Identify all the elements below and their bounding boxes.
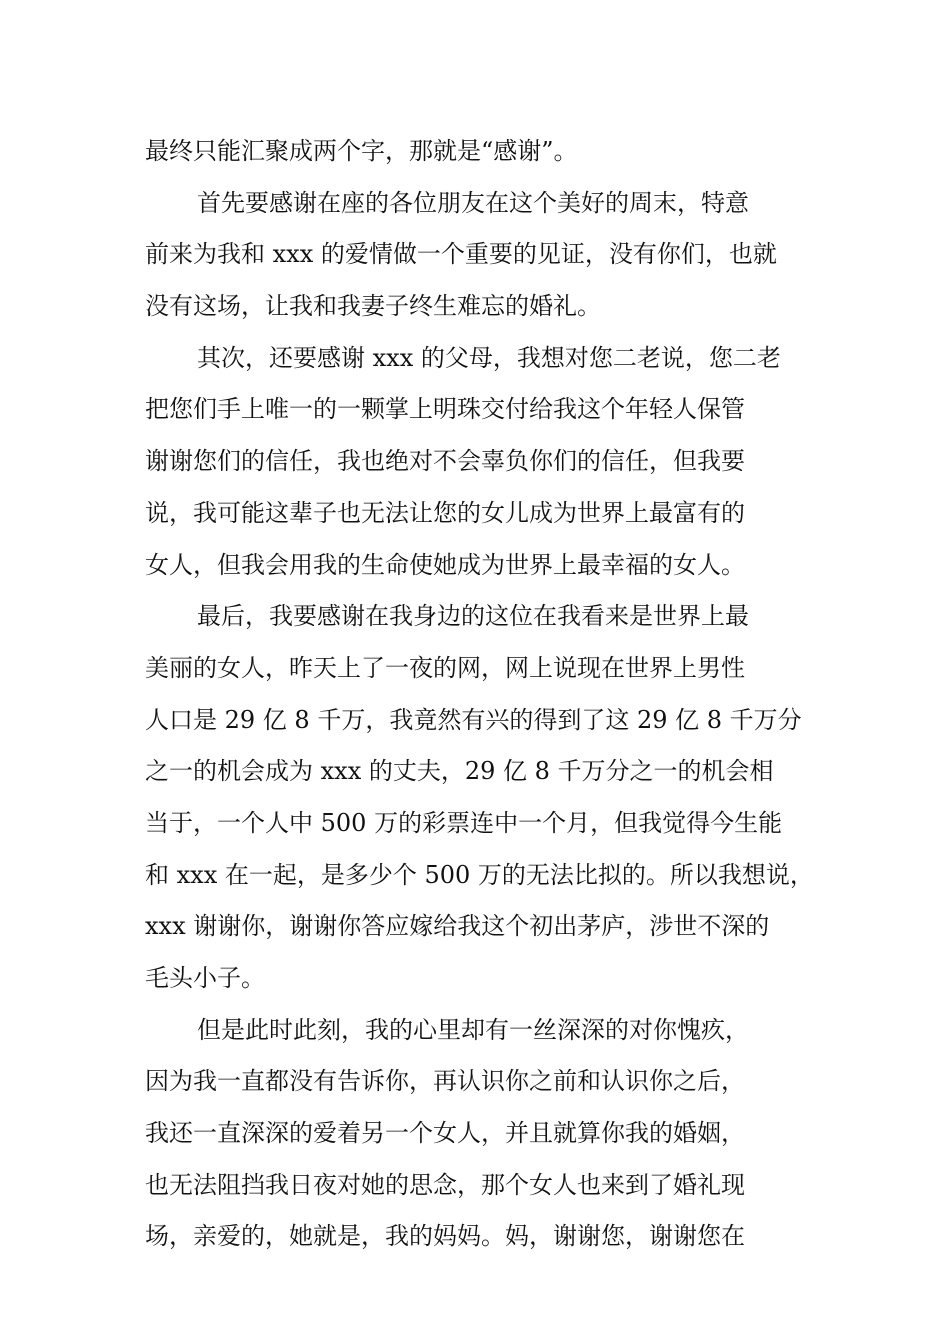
text-line: 我还一直深深的爱着另一个女人，并且就算你我的婚姻， xyxy=(145,1119,745,1148)
text-line: 谢谢您们的信任，我也绝对不会辜负你们的信任，但我要 xyxy=(145,447,745,476)
text-line: 人口是 29 亿 8 千万，我竟然有兴的得到了这 29 亿 8 千万分 xyxy=(145,705,802,734)
text-line: 当于，一个人中 500 万的彩票连中一个月，但我觉得今生能 xyxy=(145,808,783,837)
text-line: 首先要感谢在座的各位朋友在这个美好的周末，特意 xyxy=(197,188,749,217)
text-line: 说，我可能这辈子也无法让您的女儿成为世界上最富有的 xyxy=(145,498,745,527)
text-line: 其次，还要感谢 xxx 的父母，我想对您二老说，您二老 xyxy=(197,343,781,372)
text-line: 把您们手上唯一的一颗掌上明珠交付给我这个年轻人保管 xyxy=(145,395,745,424)
text-line: 毛头小子。 xyxy=(145,964,265,992)
text-line: 之一的机会成为 xxx 的丈夫，29 亿 8 千万分之一的机会相 xyxy=(145,757,774,786)
text-line: 场，亲爱的，她就是，我的妈妈。妈，谢谢您，谢谢您在 xyxy=(145,1222,745,1251)
text-line: 和 xxx 在一起，是多少个 500 万的无法比拟的。所以我想说， xyxy=(145,860,814,889)
text-line: 最后，我要感谢在我身边的这位在我看来是世界上最 xyxy=(197,602,749,631)
text-line: 美丽的女人，昨天上了一夜的网，网上说现在世界上男性 xyxy=(145,653,745,682)
text-line: 女人，但我会用我的生命使她成为世界上最幸福的女人。 xyxy=(145,550,745,579)
text-line: 最终只能汇聚成两个字，那就是“感谢”。 xyxy=(145,137,578,165)
text-line: 前来为我和 xxx 的爱情做一个重要的见证，没有你们，也就 xyxy=(145,240,777,269)
text-line: 因为我一直都没有告诉你，再认识你之前和认识你之后， xyxy=(145,1067,745,1096)
text-line: 也无法阻挡我日夜对她的思念，那个女人也来到了婚礼现 xyxy=(145,1170,745,1199)
text-line: 没有这场，让我和我妻子终生难忘的婚礼。 xyxy=(145,292,601,321)
text-line: 但是此时此刻，我的心里却有一丝深深的对你愧疚， xyxy=(197,1015,749,1044)
text-line: xxx 谢谢你，谢谢你答应嫁给我这个初出茅庐，涉世不深的 xyxy=(145,912,770,941)
speech-text xyxy=(145,126,845,1263)
